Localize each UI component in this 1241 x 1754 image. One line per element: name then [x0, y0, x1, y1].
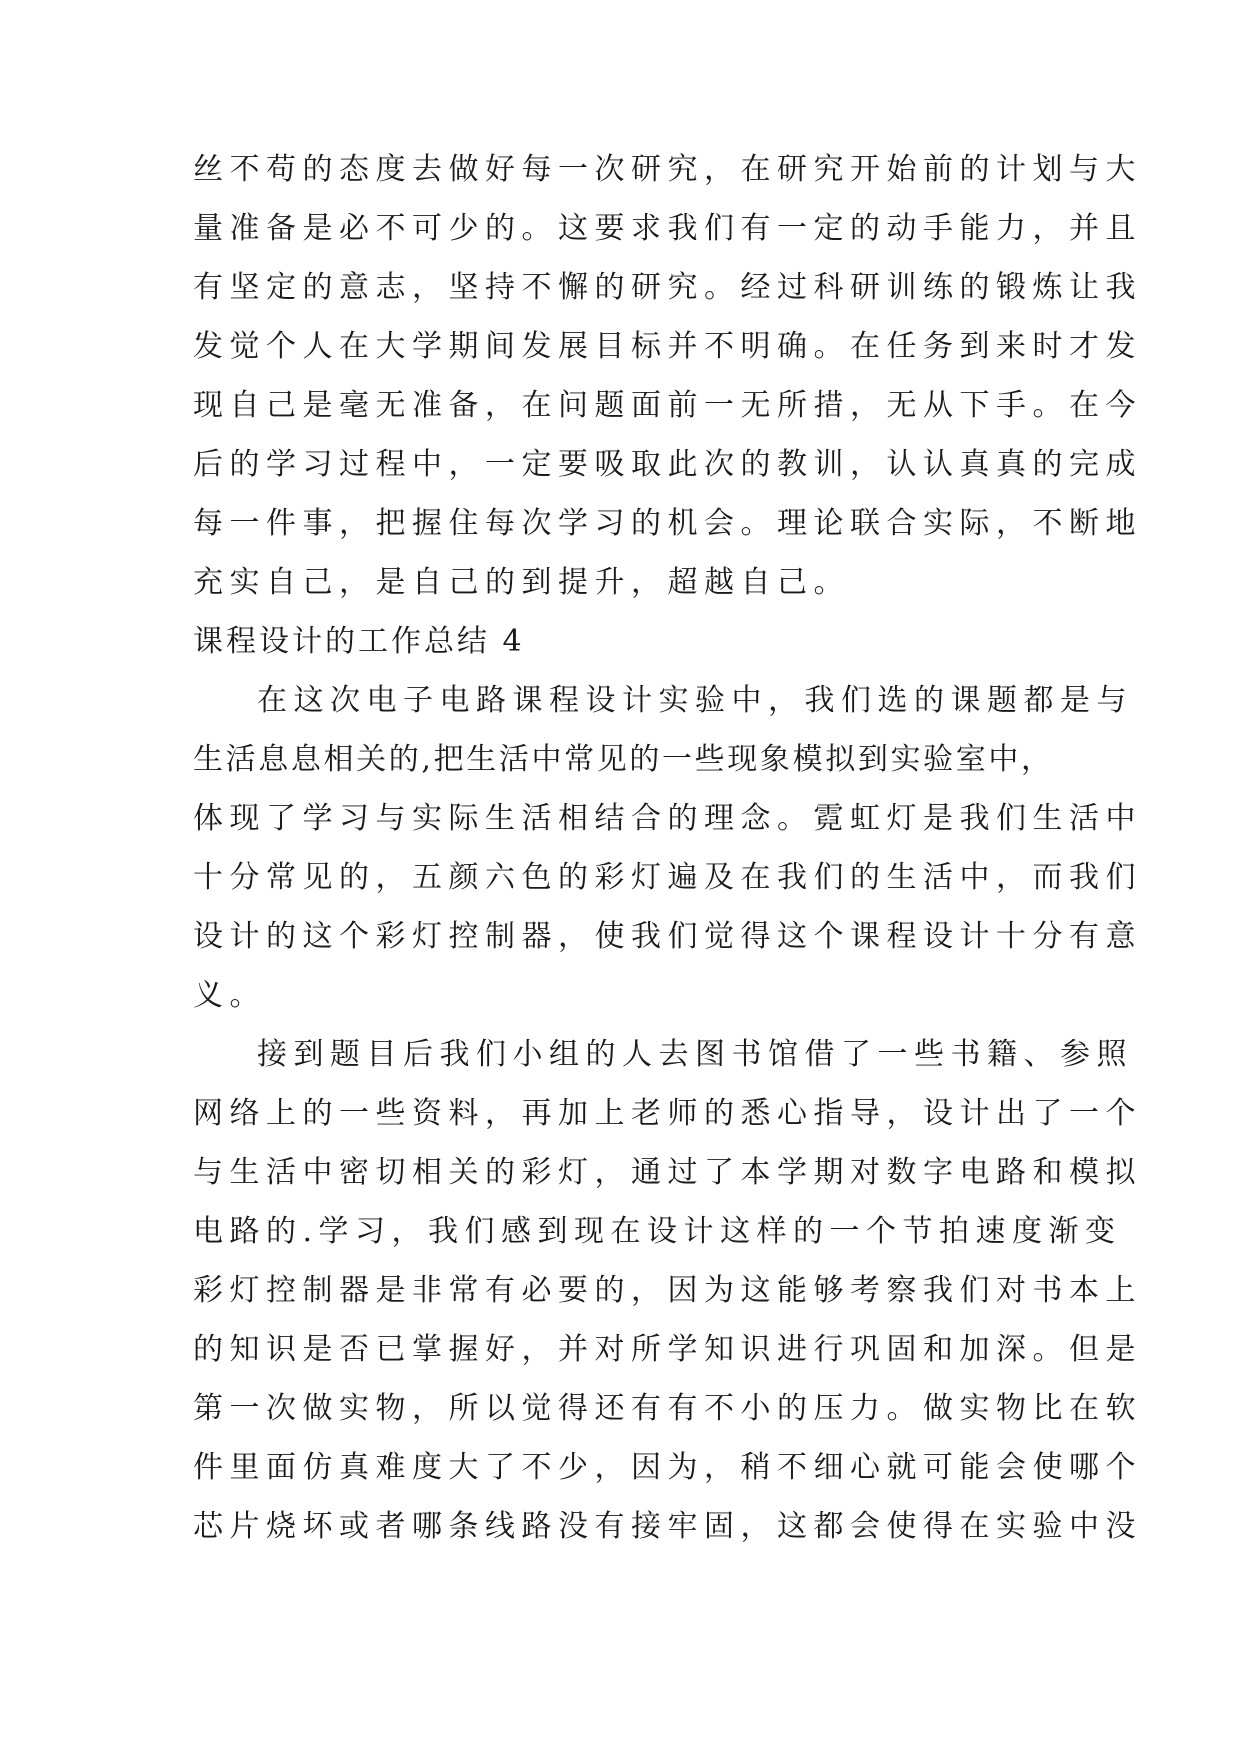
section-heading: 课程设计的工作总结 4: [193, 624, 525, 659]
paragraph-line: 每一件事，把握住每次学习的机会。理论联合实际，不断地: [193, 506, 1142, 541]
paragraph-line: 网络上的一些资料，再加上老师的悉心指导，设计出了一个: [193, 1096, 1142, 1131]
paragraph-line: 的知识是否已掌握好，并对所学知识进行巩固和加深。但是: [193, 1332, 1142, 1367]
paragraph-line: 芯片烧坏或者哪条线路没有接牢固，这都会使得在实验中没: [193, 1509, 1142, 1544]
paragraph-line: 丝不苟的态度去做好每一次研究，在研究开始前的计划与大: [193, 152, 1142, 187]
paragraph-line: 彩灯控制器是非常有必要的，因为这能够考察我们对书本上: [193, 1273, 1142, 1308]
paragraph-line: 生活息息相关的,把生活中常见的一些现象模拟到实验室中，: [193, 742, 1053, 777]
paragraph-line: 有坚定的意志，坚持不懈的研究。经过科研训练的锻炼让我: [193, 270, 1142, 305]
paragraph-line: 设计的这个彩灯控制器，使我们觉得这个课程设计十分有意: [193, 919, 1142, 954]
paragraph-line: 接到题目后我们小组的人去图书馆借了一些书籍、参照: [257, 1037, 1133, 1072]
paragraph-line: 十分常见的，五颜六色的彩灯遍及在我们的生活中，而我们: [193, 860, 1142, 895]
paragraph-line: 充实自己，是自己的到提升，超越自己。: [193, 565, 850, 600]
paragraph-line: 件里面仿真难度大了不少，因为，稍不细心就可能会使哪个: [193, 1450, 1142, 1485]
paragraph-line: 第一次做实物，所以觉得还有有不小的压力。做实物比在软: [193, 1391, 1142, 1426]
paragraph-line: 电路的.学习，我们感到现在设计这样的一个节拍速度渐变: [193, 1214, 1122, 1249]
paragraph-line: 义。: [193, 978, 266, 1013]
paragraph-line: 发觉个人在大学期间发展目标并不明确。在任务到来时才发: [193, 329, 1142, 364]
paragraph-line: 后的学习过程中，一定要吸取此次的教训，认认真真的完成: [193, 447, 1142, 482]
paragraph-line: 量准备是必不可少的。这要求我们有一定的动手能力，并且: [193, 211, 1142, 246]
paragraph-line: 现自己是毫无准备，在问题面前一无所措，无从下手。在今: [193, 388, 1142, 423]
paragraph-line: 与生活中密切相关的彩灯，通过了本学期对数字电路和模拟: [193, 1155, 1142, 1190]
paragraph-line: 在这次电子电路课程设计实验中，我们选的课题都是与: [257, 683, 1133, 718]
paragraph-line: 体现了学习与实际生活相结合的理念。霓虹灯是我们生活中: [193, 801, 1142, 836]
